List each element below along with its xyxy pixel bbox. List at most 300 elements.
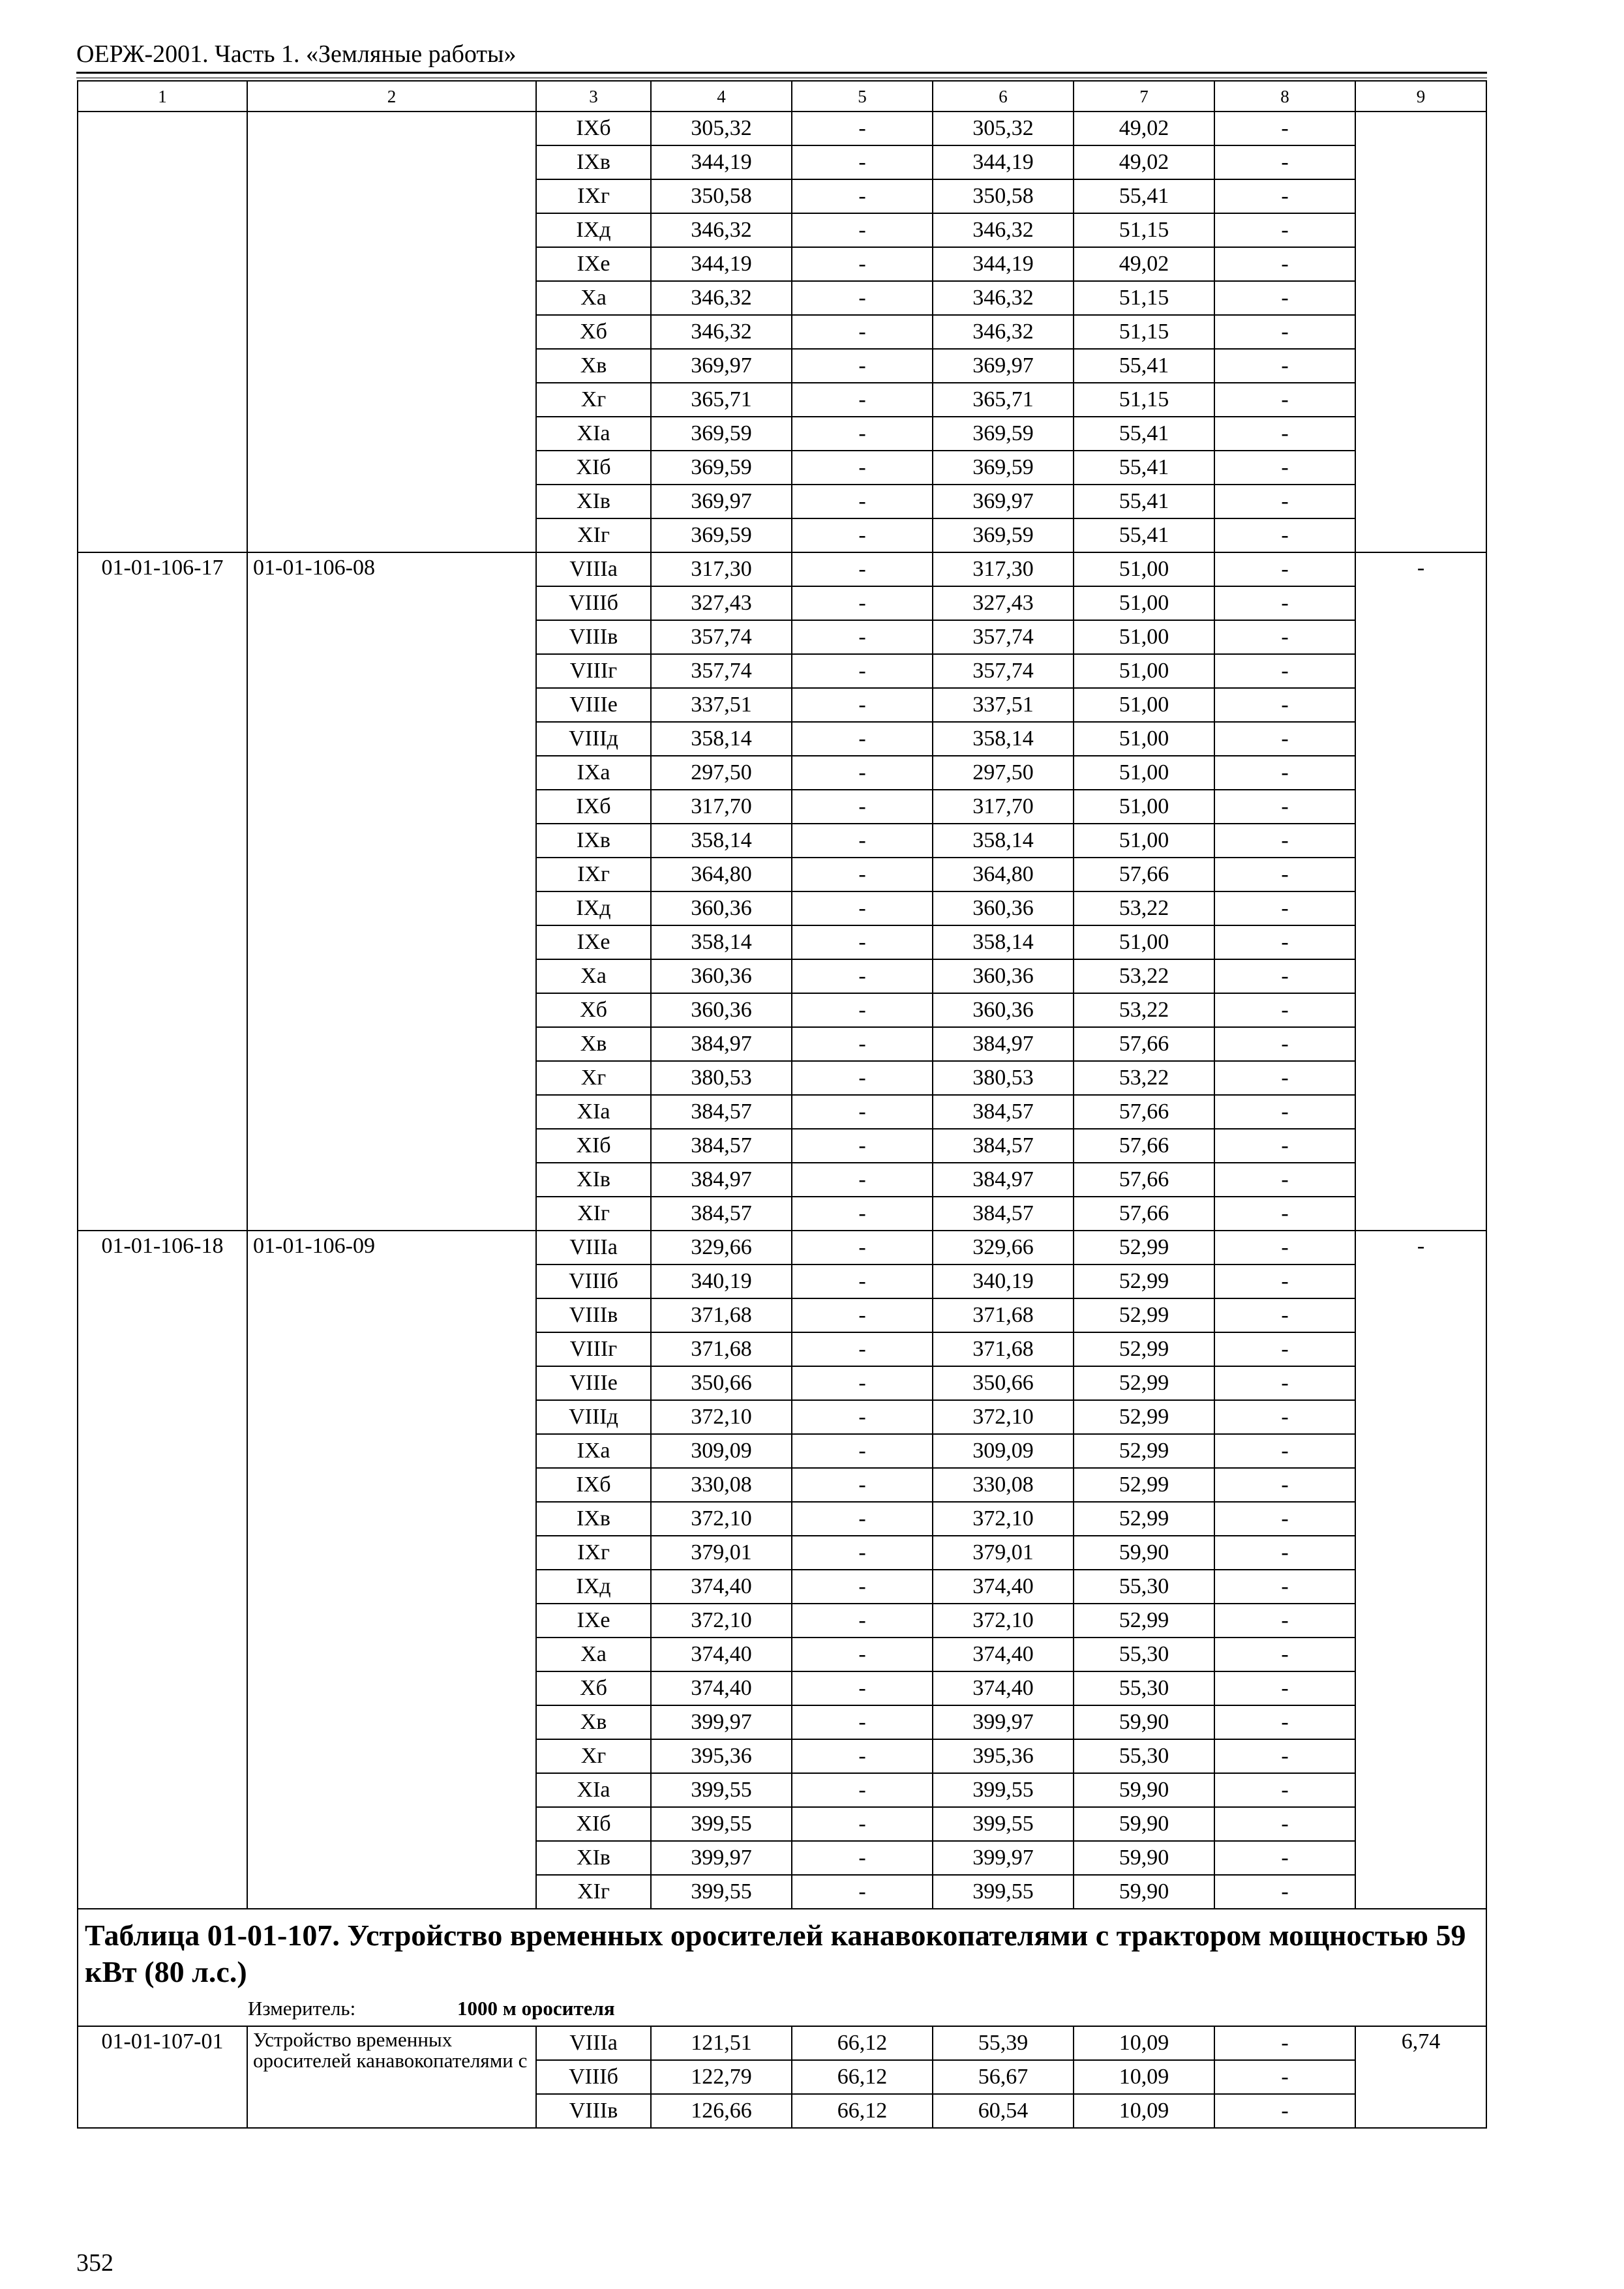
table-cell: - — [792, 1095, 933, 1129]
table-cell: - — [792, 1807, 933, 1841]
table-cell: 372,10 — [651, 1400, 792, 1434]
table-cell: - — [1214, 620, 1355, 654]
table-cell: 297,50 — [651, 756, 792, 790]
table-cell: 346,32 — [933, 281, 1074, 315]
table-cell: - — [792, 790, 933, 824]
table-cell: IXб — [536, 112, 651, 145]
table-cell: 358,14 — [651, 824, 792, 858]
table-cell: - — [1214, 1502, 1355, 1536]
rest-value: - — [1355, 552, 1486, 1231]
table-cell: VIIIв — [536, 2094, 651, 2128]
table-cell: 360,36 — [933, 993, 1074, 1027]
table-cell: - — [792, 1264, 933, 1298]
table-cell: - — [792, 824, 933, 858]
measure-row — [85, 1996, 1479, 2022]
table-cell: 52,99 — [1074, 1366, 1214, 1400]
table-cell: 371,68 — [933, 1332, 1074, 1366]
table-cell: XIа — [536, 1095, 651, 1129]
table-cell: - — [792, 1298, 933, 1332]
table-cell: - — [792, 1434, 933, 1468]
table-cell: - — [792, 688, 933, 722]
table-cell: - — [792, 315, 933, 349]
table-cell: - — [1214, 2026, 1355, 2060]
table-cell: 399,97 — [651, 1705, 792, 1739]
table-cell: 317,30 — [651, 552, 792, 586]
table-cell: - — [1214, 1468, 1355, 1502]
table-cell: - — [792, 1536, 933, 1570]
table-cell: IXе — [536, 247, 651, 281]
table-cell: 372,10 — [933, 1604, 1074, 1638]
column-number: 8 — [1214, 81, 1355, 112]
table-cell: 372,10 — [933, 1400, 1074, 1434]
table-title-cell — [78, 1909, 1486, 2026]
table-cell: 360,36 — [651, 891, 792, 925]
table-cell: IXб — [536, 790, 651, 824]
table-cell: 55,41 — [1074, 349, 1214, 383]
table-cell: 305,32 — [933, 112, 1074, 145]
table-cell: - — [792, 145, 933, 179]
table-cell: 329,66 — [933, 1231, 1074, 1264]
table-cell: 374,40 — [933, 1570, 1074, 1604]
table-cell: - — [1214, 213, 1355, 247]
table-cell: VIIIа — [536, 2026, 651, 2060]
table-cell: VIIIб — [536, 586, 651, 620]
table-cell: 364,80 — [933, 858, 1074, 891]
column-number: 3 — [536, 81, 651, 112]
table-cell: - — [792, 1400, 933, 1434]
table-cell: 55,41 — [1074, 518, 1214, 552]
table-cell: IXб — [536, 1468, 651, 1502]
table-cell: - — [1214, 1298, 1355, 1332]
table-cell: 55,30 — [1074, 1671, 1214, 1705]
table-cell: 53,22 — [1074, 959, 1214, 993]
table-cell: VIIIе — [536, 1366, 651, 1400]
table-cell: 358,14 — [651, 722, 792, 756]
table-cell: 51,00 — [1074, 688, 1214, 722]
table-cell: - — [792, 485, 933, 518]
table-cell: 346,32 — [933, 213, 1074, 247]
table-cell: 371,68 — [651, 1332, 792, 1366]
rate-code: 01-01-107-01 — [78, 2026, 247, 2128]
table-cell: 369,97 — [651, 349, 792, 383]
table-cell: 357,74 — [933, 654, 1074, 688]
table-cell: 360,36 — [933, 959, 1074, 993]
table-cell: - — [792, 1197, 933, 1231]
table-cell: VIIIе — [536, 688, 651, 722]
table-cell: - — [1214, 756, 1355, 790]
table-cell: - — [792, 1468, 933, 1502]
table-cell: 52,99 — [1074, 1231, 1214, 1264]
table-cell: 52,99 — [1074, 1264, 1214, 1298]
table-cell: - — [1214, 112, 1355, 145]
table-cell: 358,14 — [933, 925, 1074, 959]
base-code: 01-01-106-08 — [247, 552, 536, 1231]
table-cell: - — [792, 1129, 933, 1163]
table-cell: 369,59 — [651, 417, 792, 451]
table-cell: - — [1214, 383, 1355, 417]
table-cell: - — [1214, 247, 1355, 281]
table-cell: - — [792, 1638, 933, 1671]
table-cell: - — [792, 349, 933, 383]
table-cell: 57,66 — [1074, 1197, 1214, 1231]
table-cell: - — [1214, 722, 1355, 756]
table-cell: Xг — [536, 1061, 651, 1095]
table-cell: 55,39 — [933, 2026, 1074, 2060]
table-cell: XIг — [536, 1875, 651, 1909]
table-cell: - — [792, 756, 933, 790]
column-number: 5 — [792, 81, 933, 112]
table-cell: 384,57 — [933, 1197, 1074, 1231]
rest-value — [1355, 112, 1486, 552]
table-cell: 344,19 — [651, 247, 792, 281]
table-cell: XIв — [536, 1163, 651, 1197]
rate-code — [78, 112, 247, 552]
table-cell: - — [792, 1875, 933, 1909]
table-cell: 371,68 — [651, 1298, 792, 1332]
table-cell: 10,09 — [1074, 2026, 1214, 2060]
table-cell: - — [792, 281, 933, 315]
table-title-row — [78, 1909, 1486, 2026]
table-cell: 56,67 — [933, 2060, 1074, 2094]
table-cell: 369,97 — [651, 485, 792, 518]
base-code: 01-01-106-09 — [247, 1231, 536, 1909]
table-row — [78, 112, 1486, 145]
table-cell: 395,36 — [651, 1739, 792, 1773]
table-cell: 59,90 — [1074, 1807, 1214, 1841]
table-cell: 369,97 — [933, 485, 1074, 518]
table-cell: 358,14 — [651, 925, 792, 959]
table-cell: 317,30 — [933, 552, 1074, 586]
table-cell: 399,55 — [933, 1807, 1074, 1841]
table-cell: XIб — [536, 1807, 651, 1841]
table-cell: 59,90 — [1074, 1773, 1214, 1807]
table-cell: 369,59 — [933, 417, 1074, 451]
table-cell: 357,74 — [933, 620, 1074, 654]
table-cell: - — [792, 1671, 933, 1705]
table-cell: 365,71 — [651, 383, 792, 417]
table-cell: - — [1214, 1197, 1355, 1231]
table-cell: - — [1214, 1739, 1355, 1773]
table-cell: 399,55 — [651, 1773, 792, 1807]
table-cell: 52,99 — [1074, 1604, 1214, 1638]
table-cell: VIIIв — [536, 1298, 651, 1332]
table-cell: 337,51 — [651, 688, 792, 722]
table-cell: IXг — [536, 858, 651, 891]
table-cell: - — [1214, 451, 1355, 485]
table-cell: - — [792, 959, 933, 993]
table-cell: - — [792, 1841, 933, 1875]
table-cell: Xб — [536, 315, 651, 349]
table-cell: - — [1214, 1705, 1355, 1739]
table-cell: - — [1214, 1604, 1355, 1638]
table-cell: Xв — [536, 1705, 651, 1739]
table-cell: 55,41 — [1074, 451, 1214, 485]
column-number: 7 — [1074, 81, 1214, 112]
table-cell: 346,32 — [651, 281, 792, 315]
measure-label: Измеритель: — [248, 1997, 356, 2020]
table-cell: - — [792, 620, 933, 654]
table-cell: 369,97 — [933, 349, 1074, 383]
table-cell: 51,00 — [1074, 552, 1214, 586]
table-cell: 51,00 — [1074, 790, 1214, 824]
table-cell: 329,66 — [651, 1231, 792, 1264]
table-cell: 399,55 — [651, 1807, 792, 1841]
table-cell: 53,22 — [1074, 1061, 1214, 1095]
table-cell: IXд — [536, 1570, 651, 1604]
table-cell: VIIIд — [536, 1400, 651, 1434]
table-cell: - — [1214, 281, 1355, 315]
table-cell: Xа — [536, 1638, 651, 1671]
table-cell: - — [792, 891, 933, 925]
table-cell: - — [792, 1604, 933, 1638]
table-cell: Xб — [536, 1671, 651, 1705]
column-number: 9 — [1355, 81, 1486, 112]
table-cell: 384,97 — [651, 1163, 792, 1197]
table-cell: 350,58 — [933, 179, 1074, 213]
table-cell: - — [792, 1773, 933, 1807]
table-cell: 399,55 — [651, 1875, 792, 1909]
table-cell: 374,40 — [933, 1638, 1074, 1671]
table-cell: 66,12 — [792, 2026, 933, 2060]
column-number: 2 — [247, 81, 536, 112]
table-cell: 330,08 — [933, 1468, 1074, 1502]
table-cell: IXг — [536, 1536, 651, 1570]
table-cell: - — [1214, 824, 1355, 858]
table-cell: 379,01 — [933, 1536, 1074, 1570]
table-cell: - — [792, 518, 933, 552]
table-cell: 52,99 — [1074, 1468, 1214, 1502]
column-number: 6 — [933, 81, 1074, 112]
table-cell: 51,00 — [1074, 654, 1214, 688]
table-cell: 309,09 — [933, 1434, 1074, 1468]
table-cell: 399,55 — [933, 1875, 1074, 1909]
table-cell: 371,68 — [933, 1298, 1074, 1332]
table-cell: 340,19 — [651, 1264, 792, 1298]
table-cell: 52,99 — [1074, 1332, 1214, 1366]
table-cell: - — [792, 858, 933, 891]
table-cell: - — [792, 247, 933, 281]
rates-table — [77, 80, 1487, 2129]
table-cell: 10,09 — [1074, 2094, 1214, 2128]
table-cell: - — [1214, 1264, 1355, 1298]
table-cell: 49,02 — [1074, 145, 1214, 179]
table-cell: 350,66 — [933, 1366, 1074, 1400]
table-cell: 384,97 — [933, 1163, 1074, 1197]
table-cell: - — [792, 925, 933, 959]
table-cell: Xа — [536, 959, 651, 993]
table-cell: - — [792, 1366, 933, 1400]
table-cell: 52,99 — [1074, 1400, 1214, 1434]
table-cell: Xа — [536, 281, 651, 315]
table-cell: XIв — [536, 1841, 651, 1875]
table-cell: 350,58 — [651, 179, 792, 213]
table-cell: 350,66 — [651, 1366, 792, 1400]
table-cell: 317,70 — [933, 790, 1074, 824]
table-cell: 57,66 — [1074, 1163, 1214, 1197]
table-row — [78, 1231, 1486, 1264]
table-cell: 330,08 — [651, 1468, 792, 1502]
rest-value: - — [1355, 1231, 1486, 1909]
table-cell: - — [1214, 485, 1355, 518]
table-cell: 60,54 — [933, 2094, 1074, 2128]
table-cell: IXв — [536, 824, 651, 858]
table-cell: - — [1214, 959, 1355, 993]
rate-code: 01-01-106-18 — [78, 1231, 247, 1909]
table-cell: 395,36 — [933, 1739, 1074, 1773]
table-cell: IXе — [536, 1604, 651, 1638]
table-cell: - — [792, 451, 933, 485]
table-cell: 372,10 — [933, 1502, 1074, 1536]
table-cell: 369,59 — [933, 451, 1074, 485]
table-cell: 305,32 — [651, 112, 792, 145]
table-cell: - — [1214, 1773, 1355, 1807]
table-cell: - — [1214, 1638, 1355, 1671]
table-cell: - — [1214, 349, 1355, 383]
table-cell: 384,57 — [933, 1095, 1074, 1129]
table-cell: 384,97 — [933, 1027, 1074, 1061]
table-cell: 380,53 — [933, 1061, 1074, 1095]
table-cell: 10,09 — [1074, 2060, 1214, 2094]
table-cell: 55,30 — [1074, 1638, 1214, 1671]
table-cell: 384,97 — [651, 1027, 792, 1061]
table-cell: - — [1214, 145, 1355, 179]
table-row — [78, 2026, 1486, 2060]
table-cell: 57,66 — [1074, 858, 1214, 891]
table-cell: - — [1214, 518, 1355, 552]
table-cell: 55,30 — [1074, 1739, 1214, 1773]
table-cell: - — [792, 1570, 933, 1604]
table-cell: 344,19 — [933, 145, 1074, 179]
work-description: Устройство временных оросителей канавокопателями с — [247, 2026, 536, 2128]
table-cell: IXв — [536, 145, 651, 179]
table-cell: - — [1214, 1129, 1355, 1163]
table-cell: 369,59 — [933, 518, 1074, 552]
table-cell: 346,32 — [933, 315, 1074, 349]
table-cell: 51,15 — [1074, 281, 1214, 315]
table-cell: VIIIв — [536, 620, 651, 654]
table-cell: 55,30 — [1074, 1570, 1214, 1604]
column-number: 4 — [651, 81, 792, 112]
table-cell: 380,53 — [651, 1061, 792, 1095]
table-cell: - — [792, 417, 933, 451]
table-cell: 340,19 — [933, 1264, 1074, 1298]
rest-value: 6,74 — [1355, 2026, 1486, 2128]
table-cell: - — [1214, 1400, 1355, 1434]
table-cell: VIIIа — [536, 1231, 651, 1264]
table-cell: 327,43 — [651, 586, 792, 620]
table-cell: 55,41 — [1074, 417, 1214, 451]
table-cell: - — [1214, 891, 1355, 925]
table-cell: 384,57 — [651, 1197, 792, 1231]
table-cell: 51,00 — [1074, 586, 1214, 620]
table-cell: - — [1214, 1841, 1355, 1875]
table-cell: 57,66 — [1074, 1129, 1214, 1163]
table-cell: - — [1214, 2094, 1355, 2128]
table-cell: 59,90 — [1074, 1705, 1214, 1739]
table-cell: 337,51 — [933, 688, 1074, 722]
table-cell: 384,57 — [933, 1129, 1074, 1163]
table-cell: 51,00 — [1074, 620, 1214, 654]
table-cell: 369,59 — [651, 451, 792, 485]
table-cell: - — [1214, 1332, 1355, 1366]
table-cell: 52,99 — [1074, 1502, 1214, 1536]
table-cell: - — [1214, 1807, 1355, 1841]
table-cell: 59,90 — [1074, 1841, 1214, 1875]
table-cell: - — [792, 993, 933, 1027]
table-cell: 66,12 — [792, 2060, 933, 2094]
table-cell: - — [1214, 1570, 1355, 1604]
table-cell: 360,36 — [651, 959, 792, 993]
table-cell: 55,41 — [1074, 485, 1214, 518]
table-cell: - — [1214, 1366, 1355, 1400]
table-cell: 309,09 — [651, 1434, 792, 1468]
table-cell: 372,10 — [651, 1604, 792, 1638]
table-cell: 66,12 — [792, 2094, 933, 2128]
table-cell: XIа — [536, 1773, 651, 1807]
table-cell: - — [1214, 1875, 1355, 1909]
table-cell: IXв — [536, 1502, 651, 1536]
table-cell: - — [1214, 552, 1355, 586]
table-cell: 57,66 — [1074, 1027, 1214, 1061]
table-cell: 55,41 — [1074, 179, 1214, 213]
table-cell: VIIIг — [536, 654, 651, 688]
table-cell: 59,90 — [1074, 1875, 1214, 1909]
table-title: Таблица 01-01-107. Устройство временных оросителей канавокопателями с трактором мощностью 59 кВт (80 л.с.) — [85, 1919, 1466, 1988]
table-cell: - — [792, 1739, 933, 1773]
table-cell: IXд — [536, 213, 651, 247]
table-cell: 364,80 — [651, 858, 792, 891]
table-cell: Xг — [536, 1739, 651, 1773]
table-row — [78, 552, 1486, 586]
table-cell: - — [792, 1705, 933, 1739]
table-cell: XIг — [536, 518, 651, 552]
table-cell: - — [1214, 1163, 1355, 1197]
table-cell: Xв — [536, 349, 651, 383]
table-cell: IXг — [536, 179, 651, 213]
table-cell: - — [1214, 315, 1355, 349]
table-cell: 122,79 — [651, 2060, 792, 2094]
table-cell: - — [792, 1027, 933, 1061]
table-cell: 346,32 — [651, 213, 792, 247]
table-cell: - — [792, 112, 933, 145]
table-cell: XIг — [536, 1197, 651, 1231]
table-cell: 384,57 — [651, 1095, 792, 1129]
table-cell: - — [792, 1231, 933, 1264]
table-cell: 57,66 — [1074, 1095, 1214, 1129]
table-cell: - — [1214, 688, 1355, 722]
page-number: 352 — [76, 2249, 113, 2277]
table-cell: 52,99 — [1074, 1298, 1214, 1332]
table-cell: - — [792, 722, 933, 756]
table-cell: VIIIб — [536, 1264, 651, 1298]
page-header-title: ОЕРЖ-2001. Часть 1. «Земляные работы» — [76, 40, 517, 68]
table-cell: 51,00 — [1074, 824, 1214, 858]
table-cell: 399,55 — [933, 1773, 1074, 1807]
table-cell: 357,74 — [651, 620, 792, 654]
table-cell: - — [792, 1502, 933, 1536]
table-cell: - — [1214, 654, 1355, 688]
table-cell: 344,19 — [933, 247, 1074, 281]
table-cell: XIв — [536, 485, 651, 518]
rate-code: 01-01-106-17 — [78, 552, 247, 1231]
table-cell: 374,40 — [651, 1570, 792, 1604]
column-number-row — [78, 81, 1486, 112]
table-cell: 379,01 — [651, 1536, 792, 1570]
table-cell: 59,90 — [1074, 1536, 1214, 1570]
table-cell: - — [1214, 179, 1355, 213]
table-cell: 357,74 — [651, 654, 792, 688]
table-cell: 369,59 — [651, 518, 792, 552]
